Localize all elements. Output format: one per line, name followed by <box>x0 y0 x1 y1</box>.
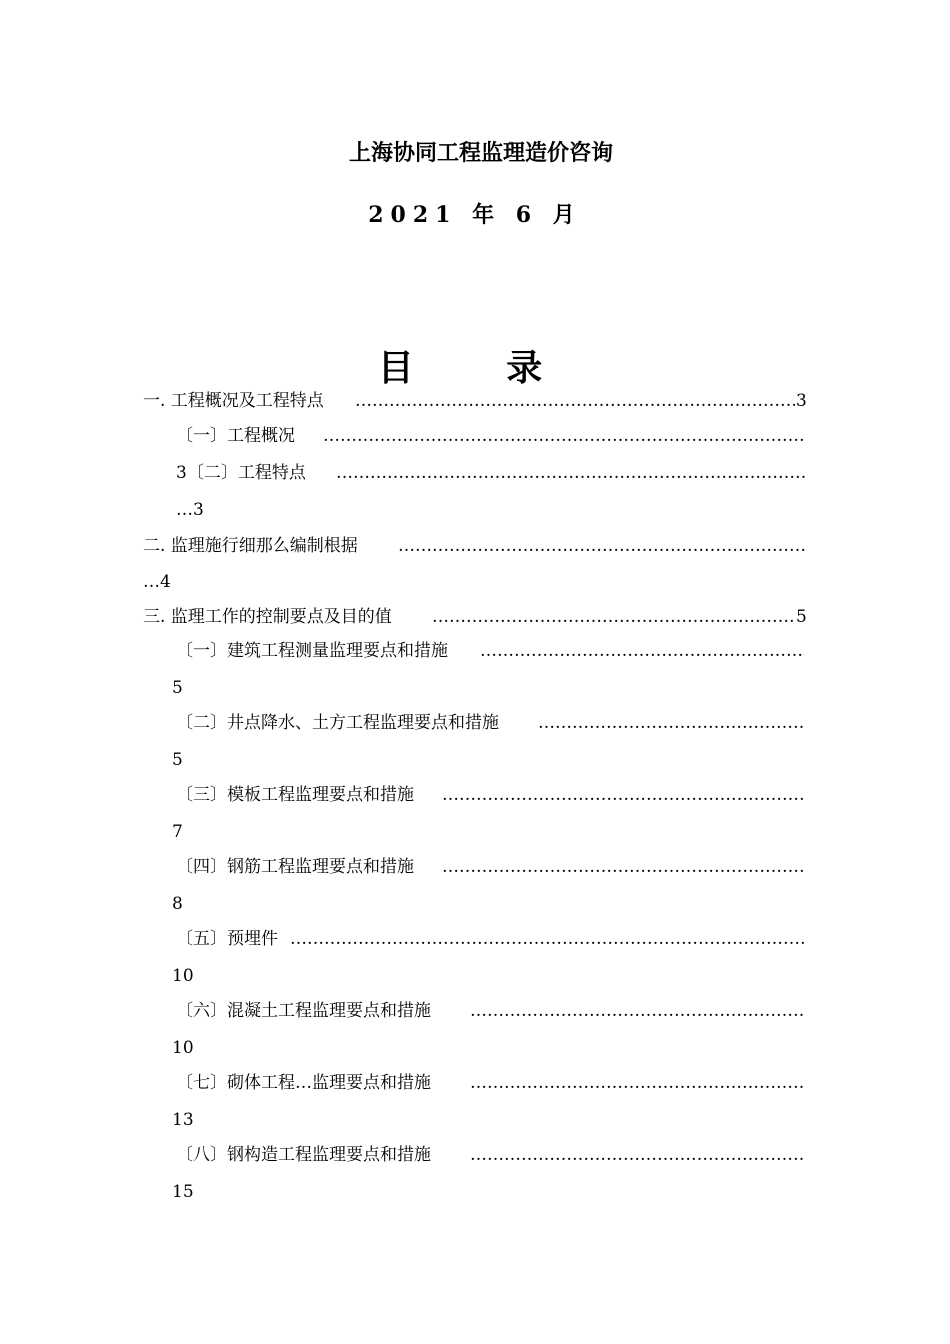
toc-page-number: 5 <box>172 750 183 770</box>
toc-page-number: 10 <box>172 1038 194 1058</box>
toc-leader-dots <box>432 606 795 628</box>
toc-page-number: 13 <box>172 1110 194 1130</box>
toc-entry-1-1[interactable]: 〔一〕工程概况 <box>176 426 295 446</box>
company-name: 上海协同工程监理造价咨询 <box>348 140 613 166</box>
toc-page-number: 8 <box>172 894 183 914</box>
toc-leader-dots <box>336 462 805 484</box>
toc-entry-3-3[interactable]: 〔三〕模板工程监理要点和措施 <box>176 785 414 805</box>
toc-entry-3-5[interactable]: 〔五〕预埋件 <box>176 929 278 949</box>
toc-entry-3-6[interactable]: 〔六〕混凝土工程监理要点和措施 <box>176 1001 431 1021</box>
toc-leader-dots <box>470 1072 805 1094</box>
toc-page-number: 15 <box>172 1182 194 1202</box>
toc-entry-3-1[interactable]: 〔一〕建筑工程测量监理要点和措施 <box>176 641 448 661</box>
toc-page-number: 5 <box>172 678 183 698</box>
toc-page-number: 7 <box>172 822 183 842</box>
document-date: 2021 年 6 月 <box>368 202 582 228</box>
toc-entry-section-1[interactable]: 一. 工程概况及工程特点 <box>143 391 324 411</box>
toc-page-number: …3 <box>176 500 204 520</box>
toc-leader-dots <box>323 425 805 447</box>
toc-entry-3-7[interactable]: 〔七〕砌体工程…监理要点和措施 <box>176 1073 431 1093</box>
toc-leader-dots <box>442 784 805 806</box>
toc-leader-dots <box>355 390 795 412</box>
toc-page-number: …4 <box>143 572 171 592</box>
toc-leader-dots <box>480 640 805 662</box>
toc-page-number: 5 <box>796 607 807 627</box>
toc-page-number: 3 <box>796 391 807 411</box>
toc-entry-3-8[interactable]: 〔八〕钢构造工程监理要点和措施 <box>176 1145 431 1165</box>
toc-leader-dots <box>290 928 805 950</box>
toc-leader-dots <box>470 1000 805 1022</box>
toc-entry-3-2[interactable]: 〔二〕井点降水、土方工程监理要点和措施 <box>176 713 499 733</box>
toc-entry-3-4[interactable]: 〔四〕钢筋工程监理要点和措施 <box>176 857 414 877</box>
toc-leader-dots <box>538 712 805 734</box>
toc-title: 目 录 <box>377 347 583 389</box>
toc-entry-section-3[interactable]: 三. 监理工作的控制要点及目的值 <box>143 607 392 627</box>
toc-entry-1-2[interactable]: 3〔二〕工程特点 <box>176 463 306 483</box>
toc-leader-dots <box>470 1144 805 1166</box>
toc-leader-dots <box>398 535 805 557</box>
toc-page-number: 10 <box>172 966 194 986</box>
toc-leader-dots <box>442 856 805 878</box>
toc-entry-section-2[interactable]: 二. 监理施行细那么编制根据 <box>143 536 358 556</box>
